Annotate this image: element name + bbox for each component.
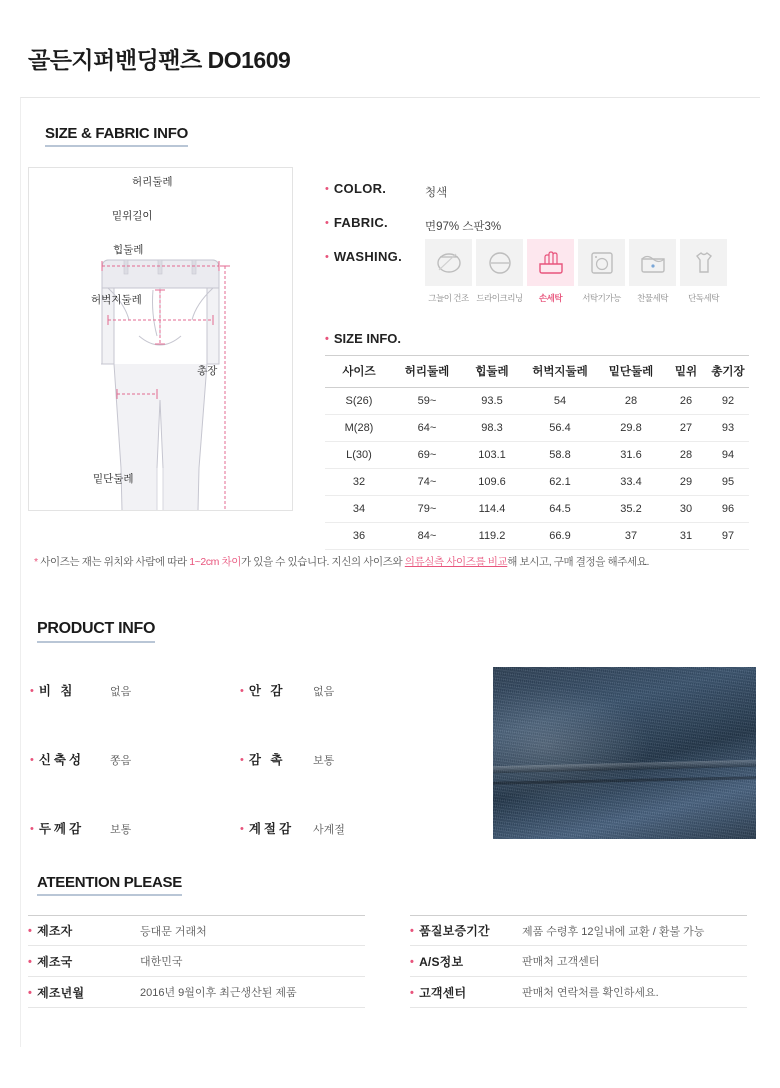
- cell-hem: 37: [597, 523, 665, 550]
- cell-waist: 79~: [393, 496, 461, 523]
- attention-key-text: 제조국: [37, 954, 73, 969]
- cell-size: 32: [325, 469, 393, 496]
- table-row: [410, 977, 747, 1008]
- measurement-diagram: [28, 167, 293, 511]
- attention-value: 판매처 고객센터: [522, 956, 600, 968]
- product-info-left-0: [30, 681, 75, 699]
- washing-item-cold-water: [629, 239, 676, 304]
- cell-length: 92: [707, 388, 749, 415]
- no-dry-clean-icon: [476, 239, 523, 286]
- size-note: [34, 554, 754, 569]
- bullet-icon: •: [240, 685, 244, 697]
- bullet-icon: •: [410, 986, 415, 999]
- bullet-icon: •: [325, 251, 329, 263]
- attention-value: 등대문 거래처: [140, 925, 207, 938]
- cell-hem: 29.8: [597, 415, 665, 442]
- table-row: [28, 946, 365, 977]
- attention-value: 판매처 연락처를 확인하세요.: [522, 987, 659, 999]
- cell-waist: 59~: [393, 388, 461, 415]
- fabric-highlight: [493, 684, 651, 804]
- bullet-icon: •: [28, 955, 33, 968]
- cell-hip: 114.4: [461, 496, 523, 523]
- attention-left-table: [28, 915, 365, 1008]
- attention-value: 2016년 9월이후 최근생산된 제품: [140, 987, 297, 999]
- bullet-icon: •: [410, 955, 415, 968]
- cell-hip: 109.6: [461, 469, 523, 496]
- cell-length: 95: [707, 469, 749, 496]
- attention-key-text: A/S정보: [419, 954, 464, 969]
- cell-size: S(26): [325, 388, 393, 415]
- attention-key-text: 품질보증기간: [419, 924, 490, 938]
- bullet-icon: •: [30, 823, 34, 835]
- cell-hem: 28: [597, 388, 665, 415]
- washing-item-dry-flat-shade: [425, 239, 472, 304]
- attention-value: 대한민국: [140, 956, 183, 968]
- washing-item-hand-wash: [527, 239, 574, 304]
- wash-separately-icon: [680, 239, 727, 286]
- product-info-key: 신축성: [38, 753, 85, 767]
- product-info-key: 감 촉: [248, 753, 286, 767]
- washing-caption: 찬물세탁: [637, 293, 668, 303]
- cell-length: 93: [707, 415, 749, 442]
- bullet-icon: •: [240, 754, 244, 766]
- col-size: 사이즈: [325, 356, 393, 388]
- cell-thigh: 64.5: [523, 496, 597, 523]
- washing-caption: 서탁기가능: [582, 293, 621, 303]
- product-info-value: 쫑음: [110, 755, 132, 767]
- attention-key: [410, 953, 522, 970]
- cell-size: M(28): [325, 415, 393, 442]
- table-row: [325, 469, 749, 496]
- diagram-label-rise: 밑위길이: [112, 210, 153, 222]
- cell-hip: 98.3: [461, 415, 523, 442]
- washing-item-wash-separately: [680, 239, 727, 304]
- washing-icons: [425, 239, 727, 304]
- cell-hip: 103.1: [461, 442, 523, 469]
- washing-caption: 그늘이 건조: [428, 293, 469, 303]
- diagram-label-hip: 힙둘레: [113, 244, 144, 256]
- hand-wash-icon: [527, 239, 574, 286]
- product-info-left-1: [30, 750, 84, 768]
- cell-rise: 31: [665, 523, 707, 550]
- bullet-icon: •: [325, 217, 329, 229]
- diagram-label-waist: 허리둘레: [132, 176, 173, 188]
- bullet-icon: •: [410, 925, 415, 937]
- cell-waist: 84~: [393, 523, 461, 550]
- cell-size: 36: [325, 523, 393, 550]
- product-info-right-2: [240, 819, 294, 837]
- section-heading-attention: ATEENTION PLEASE: [37, 874, 182, 896]
- cell-thigh: 62.1: [523, 469, 597, 496]
- col-hip: 힙둘레: [461, 356, 523, 388]
- attention-key-text: 고객센터: [419, 985, 467, 1000]
- cell-rise: 30: [665, 496, 707, 523]
- attention-key-text: 제조년월: [37, 985, 85, 1000]
- washing-row: [325, 249, 402, 264]
- size-table: [325, 355, 749, 550]
- bullet-icon: •: [240, 823, 244, 835]
- table-header-row: [325, 356, 749, 388]
- product-info-key: 안 감: [248, 684, 286, 698]
- washing-caption: 단독세탁: [688, 293, 719, 303]
- diagram-label-thigh: 허벅지둘레: [91, 294, 142, 306]
- cell-waist: 74~: [393, 469, 461, 496]
- col-rise: 밑위: [665, 356, 707, 388]
- cell-size: L(30): [325, 442, 393, 469]
- col-length: 총기장: [707, 356, 749, 388]
- section-heading-product-info: PRODUCT INFO: [37, 620, 155, 643]
- cell-size: 34: [325, 496, 393, 523]
- attention-key: [28, 953, 140, 970]
- color-label: COLOR.: [333, 181, 387, 196]
- attention-key: [410, 984, 522, 1001]
- diagram-label-length: 총장: [197, 365, 218, 377]
- col-hem: 밑단둘레: [597, 356, 665, 388]
- washing-item-no-dry-clean: [476, 239, 523, 304]
- cell-rise: 27: [665, 415, 707, 442]
- pants-illustration: [29, 168, 292, 510]
- attention-key: [410, 922, 522, 939]
- table-row: [410, 946, 747, 977]
- col-waist: 허리둘레: [393, 356, 461, 388]
- size-info-heading: [325, 331, 401, 346]
- bullet-icon: •: [325, 333, 329, 345]
- cell-thigh: 56.4: [523, 415, 597, 442]
- diagram-label-hem: 밑단둘레: [93, 473, 134, 485]
- product-info-value: 없음: [110, 686, 132, 698]
- attention-right-table: [410, 915, 747, 1008]
- cell-waist: 64~: [393, 415, 461, 442]
- product-info-value: 없음: [313, 686, 335, 698]
- attention-value: 제품 수령후 12일내에 교환 / 환불 가능: [522, 925, 705, 938]
- fabric-row: [325, 215, 388, 230]
- cold-water-wash-icon: [629, 239, 676, 286]
- table-row: [410, 915, 747, 946]
- color-row: [325, 181, 386, 196]
- note-text-3: 해 보시고, 구매 결정을 해주세요.: [507, 556, 650, 568]
- product-info-key: 비 침: [38, 684, 76, 698]
- table-row: [325, 523, 749, 550]
- note-text-1: 사이즈는 재는 위치와 사람에 따라: [40, 556, 190, 568]
- fabric-value: 면97% 스판3%: [425, 221, 502, 233]
- washing-caption: 드라이크리닝: [476, 293, 523, 303]
- note-text-2: 가 있을 수 있습니다. 지신의 사이즈와: [241, 556, 405, 568]
- col-thigh: 허벅지둘레: [523, 356, 597, 388]
- table-row: [28, 915, 365, 946]
- cell-hem: 31.6: [597, 442, 665, 469]
- product-info-key: 두께감: [38, 822, 85, 836]
- cell-rise: 26: [665, 388, 707, 415]
- machine-wash-icon: [578, 239, 625, 286]
- note-link: 의류실측 사이즈를 비교: [404, 556, 508, 568]
- dry-flat-shade-icon: [425, 239, 472, 286]
- cell-rise: 28: [665, 442, 707, 469]
- product-info-value: 사계절: [313, 824, 345, 836]
- product-info-right-1: [240, 750, 285, 768]
- table-row: [325, 442, 749, 469]
- cell-length: 94: [707, 442, 749, 469]
- cell-hem: 33.4: [597, 469, 665, 496]
- cell-thigh: 58.8: [523, 442, 597, 469]
- cell-length: 96: [707, 496, 749, 523]
- fabric-label: FABRIC.: [333, 215, 388, 230]
- washing-caption: 손세탁: [538, 293, 563, 303]
- table-row: [325, 415, 749, 442]
- cell-hem: 35.2: [597, 496, 665, 523]
- attention-key-text: 제조자: [37, 924, 73, 938]
- cell-rise: 29: [665, 469, 707, 496]
- cell-waist: 69~: [393, 442, 461, 469]
- fabric-detail-photo: [493, 667, 756, 839]
- bullet-icon: •: [28, 925, 33, 937]
- table-row: [325, 496, 749, 523]
- washing-label: WASHING.: [333, 249, 402, 264]
- product-info-left-2: [30, 819, 84, 837]
- bullet-icon: •: [30, 685, 34, 697]
- washing-item-machine-wash: [578, 239, 625, 304]
- section-heading-size-fabric: SIZE & FABRIC INFO: [45, 125, 188, 147]
- asterisk-icon: *: [34, 556, 38, 568]
- note-highlight: 1~2cm 차이: [189, 556, 242, 568]
- cell-thigh: 66.9: [523, 523, 597, 550]
- product-info-right-0: [240, 681, 285, 699]
- cell-thigh: 54: [523, 388, 597, 415]
- attention-key: [28, 984, 140, 1001]
- size-info-heading-text: SIZE INFO.: [333, 331, 402, 346]
- table-row: [325, 388, 749, 415]
- bullet-icon: •: [28, 986, 33, 999]
- bullet-icon: •: [30, 754, 34, 766]
- product-info-value: 보통: [110, 824, 132, 836]
- attention-key: [28, 922, 140, 939]
- product-info-value: 보통: [313, 755, 335, 767]
- page-title: 골든지퍼밴딩팬츠 DO1609: [28, 47, 291, 73]
- bullet-icon: •: [325, 183, 329, 195]
- table-row: [28, 977, 365, 1008]
- color-value: 청색: [425, 187, 448, 199]
- product-info-key: 계절감: [248, 822, 295, 836]
- cell-hip: 93.5: [461, 388, 523, 415]
- cell-length: 97: [707, 523, 749, 550]
- cell-hip: 119.2: [461, 523, 523, 550]
